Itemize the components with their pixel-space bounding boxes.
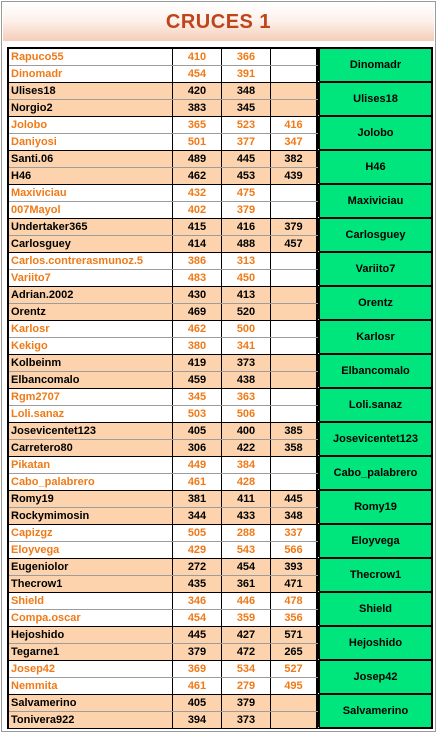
match-row	[7, 423, 433, 457]
match-row	[7, 151, 433, 185]
player-row	[9, 457, 319, 474]
player-row	[9, 661, 319, 678]
match-winner: Romy19	[318, 491, 433, 523]
score-round-2: 379	[222, 202, 271, 218]
match-winner: Jolobo	[318, 117, 433, 149]
player-name: Eugeniolor	[9, 559, 173, 575]
player-row	[9, 185, 319, 202]
match-winner: Carlosguey	[318, 219, 433, 251]
match-winner: Elbancomalo	[318, 355, 433, 387]
player-name: Adrian.2002	[9, 287, 173, 303]
score-round-2: 454	[222, 559, 271, 575]
match-row	[7, 83, 433, 117]
score-round-2: 377	[222, 134, 271, 150]
match-row	[7, 661, 433, 695]
player-row	[9, 508, 319, 524]
match-players	[7, 593, 319, 625]
match-winner: H46	[318, 151, 433, 183]
match-players	[7, 423, 319, 455]
match-winner: Dinomadr	[318, 49, 433, 81]
score-round-1: 501	[173, 134, 222, 150]
player-name: Loli.sanaz	[9, 406, 173, 422]
match-players	[7, 355, 319, 387]
match-winner: Orentz	[318, 287, 433, 319]
score-round-1: 369	[173, 661, 222, 677]
score-round-3	[271, 83, 318, 99]
page-title: CRUCES 1	[165, 11, 272, 33]
player-name: Shield	[9, 593, 173, 609]
match-row	[7, 593, 433, 627]
score-round-2: 422	[222, 440, 271, 456]
score-round-1: 430	[173, 287, 222, 303]
match-row	[7, 117, 433, 151]
match-winner: Shield	[318, 593, 433, 625]
score-round-1: 459	[173, 372, 222, 388]
match-winner: Maxiviciau	[318, 185, 433, 217]
score-round-3: 337	[271, 525, 318, 541]
score-round-2: 534	[222, 661, 271, 677]
player-row	[9, 712, 319, 728]
score-round-1: 429	[173, 542, 222, 558]
player-name: Norgio2	[9, 100, 173, 116]
match-players	[7, 627, 319, 659]
player-name: Dinomadr	[9, 66, 173, 82]
player-row	[9, 151, 319, 168]
score-round-2: 384	[222, 457, 271, 473]
score-round-2: 379	[222, 695, 271, 711]
player-name: Ulises18	[9, 83, 173, 99]
score-round-3: 566	[271, 542, 318, 558]
score-round-1: 419	[173, 355, 222, 371]
score-round-3	[271, 406, 318, 422]
match-row	[7, 457, 433, 491]
player-row	[9, 678, 319, 694]
score-round-1: 402	[173, 202, 222, 218]
player-name: Nemmita	[9, 678, 173, 694]
score-round-1: 454	[173, 66, 222, 82]
score-round-2: 543	[222, 542, 271, 558]
player-name: Daniyosi	[9, 134, 173, 150]
player-row	[9, 440, 319, 456]
player-row	[9, 491, 319, 508]
score-round-3: 571	[271, 627, 318, 643]
score-round-3: 416	[271, 117, 318, 133]
score-round-1: 462	[173, 168, 222, 184]
match-players	[7, 49, 319, 81]
score-round-1: 415	[173, 219, 222, 235]
score-round-2: 433	[222, 508, 271, 524]
score-round-1: 449	[173, 457, 222, 473]
score-round-3	[271, 712, 318, 728]
player-row	[9, 695, 319, 712]
score-round-3	[271, 389, 318, 405]
score-round-1: 381	[173, 491, 222, 507]
player-name: Tegarne1	[9, 644, 173, 660]
match-winner: Loli.sanaz	[318, 389, 433, 421]
score-round-3	[271, 287, 318, 303]
player-name: Josep42	[9, 661, 173, 677]
player-row	[9, 304, 319, 320]
score-round-1: 405	[173, 423, 222, 439]
match-players	[7, 695, 319, 727]
player-name: Romy19	[9, 491, 173, 507]
player-name: Tonivera922	[9, 712, 173, 728]
player-name: Kekigo	[9, 338, 173, 354]
player-name: Elbancomalo	[9, 372, 173, 388]
score-round-1: 379	[173, 644, 222, 660]
score-round-2: 446	[222, 593, 271, 609]
score-round-3: 358	[271, 440, 318, 456]
score-round-3: 478	[271, 593, 318, 609]
match-row	[7, 389, 433, 423]
score-round-3	[271, 253, 318, 269]
score-round-3	[271, 304, 318, 320]
score-round-3: 356	[271, 610, 318, 626]
player-row	[9, 474, 319, 490]
match-row	[7, 321, 433, 355]
match-winner: Cabo_palabrero	[318, 457, 433, 489]
player-row	[9, 117, 319, 134]
score-round-3	[271, 100, 318, 116]
match-players	[7, 253, 319, 285]
score-round-3: 382	[271, 151, 318, 167]
player-row	[9, 287, 319, 304]
score-round-2: 359	[222, 610, 271, 626]
score-round-1: 420	[173, 83, 222, 99]
player-name: Josevicentet123	[9, 423, 173, 439]
score-round-2: 348	[222, 83, 271, 99]
match-winner: Josep42	[318, 661, 433, 693]
score-round-3	[271, 66, 318, 82]
player-row	[9, 644, 319, 660]
score-round-1: 344	[173, 508, 222, 524]
player-name: Rgm2707	[9, 389, 173, 405]
match-row	[7, 695, 433, 729]
player-name: Jolobo	[9, 117, 173, 133]
player-row	[9, 49, 319, 66]
match-winner: Salvamerino	[318, 695, 433, 727]
score-round-1: 483	[173, 270, 222, 286]
score-round-1: 345	[173, 389, 222, 405]
score-round-3	[271, 695, 318, 711]
player-name: Carlosguey	[9, 236, 173, 252]
match-row	[7, 355, 433, 389]
player-row	[9, 100, 319, 116]
score-round-1: 365	[173, 117, 222, 133]
score-round-3: 348	[271, 508, 318, 524]
player-name: Undertaker365	[9, 219, 173, 235]
score-round-3	[271, 338, 318, 354]
score-round-2: 428	[222, 474, 271, 490]
score-round-3: 379	[271, 219, 318, 235]
score-round-2: 279	[222, 678, 271, 694]
score-round-2: 416	[222, 219, 271, 235]
match-winner: Eloyvega	[318, 525, 433, 557]
match-players	[7, 457, 319, 489]
score-round-2: 475	[222, 185, 271, 201]
score-round-2: 363	[222, 389, 271, 405]
player-name: 007Mayol	[9, 202, 173, 218]
player-row	[9, 355, 319, 372]
player-row	[9, 338, 319, 354]
score-round-3	[271, 49, 318, 65]
match-players	[7, 321, 319, 353]
score-round-2: 288	[222, 525, 271, 541]
player-name: Thecrow1	[9, 576, 173, 592]
match-players	[7, 287, 319, 319]
score-round-3: 385	[271, 423, 318, 439]
score-round-2: 366	[222, 49, 271, 65]
score-round-2: 413	[222, 287, 271, 303]
player-name: Orentz	[9, 304, 173, 320]
score-round-2: 400	[222, 423, 271, 439]
match-players	[7, 525, 319, 557]
score-round-1: 505	[173, 525, 222, 541]
score-round-3	[271, 185, 318, 201]
score-round-2: 445	[222, 151, 271, 167]
player-row	[9, 559, 319, 576]
score-round-2: 520	[222, 304, 271, 320]
score-round-3: 439	[271, 168, 318, 184]
match-winner: Variito7	[318, 253, 433, 285]
player-row	[9, 253, 319, 270]
score-round-2: 313	[222, 253, 271, 269]
player-name: Kolbeinm	[9, 355, 173, 371]
player-row	[9, 219, 319, 236]
score-round-3	[271, 355, 318, 371]
player-row	[9, 389, 319, 406]
score-round-1: 394	[173, 712, 222, 728]
player-row	[9, 372, 319, 388]
score-round-3: 457	[271, 236, 318, 252]
title-bar	[3, 3, 434, 41]
player-name: Santi.06	[9, 151, 173, 167]
score-round-2: 361	[222, 576, 271, 592]
player-row	[9, 270, 319, 286]
score-round-2: 427	[222, 627, 271, 643]
match-winner: Ulises18	[318, 83, 433, 115]
score-round-2: 488	[222, 236, 271, 252]
score-round-1: 346	[173, 593, 222, 609]
player-row	[9, 593, 319, 610]
score-round-1: 489	[173, 151, 222, 167]
score-round-3: 527	[271, 661, 318, 677]
match-winner: Hejoshido	[318, 627, 433, 659]
score-round-3	[271, 202, 318, 218]
match-row	[7, 253, 433, 287]
player-name: Variito7	[9, 270, 173, 286]
score-round-1: 306	[173, 440, 222, 456]
player-row	[9, 168, 319, 184]
score-round-2: 500	[222, 321, 271, 337]
player-name: Rapuco55	[9, 49, 173, 65]
score-round-3: 445	[271, 491, 318, 507]
score-round-1: 469	[173, 304, 222, 320]
player-row	[9, 83, 319, 100]
player-row	[9, 406, 319, 422]
score-round-3	[271, 474, 318, 490]
player-row	[9, 202, 319, 218]
score-round-2: 373	[222, 712, 271, 728]
match-row	[7, 185, 433, 219]
player-name: Cabo_palabrero	[9, 474, 173, 490]
score-round-2: 411	[222, 491, 271, 507]
player-name: Karlosr	[9, 321, 173, 337]
player-name: Hejoshido	[9, 627, 173, 643]
match-winner: Thecrow1	[318, 559, 433, 591]
player-row	[9, 134, 319, 150]
match-row	[7, 559, 433, 593]
match-winner: Josevicentet123	[318, 423, 433, 455]
score-round-1: 272	[173, 559, 222, 575]
player-row	[9, 236, 319, 252]
match-row	[7, 627, 433, 661]
match-winner: Karlosr	[318, 321, 433, 353]
score-round-3: 347	[271, 134, 318, 150]
player-row	[9, 627, 319, 644]
score-round-3: 495	[271, 678, 318, 694]
score-round-3	[271, 321, 318, 337]
score-round-1: 461	[173, 678, 222, 694]
score-round-1: 432	[173, 185, 222, 201]
player-row	[9, 66, 319, 82]
player-name: Rockymimosin	[9, 508, 173, 524]
score-round-1: 454	[173, 610, 222, 626]
player-name: Carlos.contrerasmunoz.5	[9, 253, 173, 269]
match-players	[7, 661, 319, 693]
score-round-1: 414	[173, 236, 222, 252]
match-players	[7, 185, 319, 217]
match-players	[7, 389, 319, 421]
player-row	[9, 525, 319, 542]
player-row	[9, 542, 319, 558]
score-round-3: 393	[271, 559, 318, 575]
match-players	[7, 83, 319, 115]
score-round-3	[271, 457, 318, 473]
player-row	[9, 576, 319, 592]
score-round-3	[271, 270, 318, 286]
player-row	[9, 610, 319, 626]
score-round-2: 523	[222, 117, 271, 133]
score-round-2: 345	[222, 100, 271, 116]
match-players	[7, 491, 319, 523]
matches-table	[7, 47, 433, 729]
match-row	[7, 525, 433, 559]
match-players	[7, 117, 319, 149]
match-row	[7, 47, 433, 83]
match-row	[7, 287, 433, 321]
player-name: Pikatan	[9, 457, 173, 473]
score-round-1: 386	[173, 253, 222, 269]
player-name: Eloyvega	[9, 542, 173, 558]
match-row	[7, 491, 433, 525]
player-name: Capizgz	[9, 525, 173, 541]
player-row	[9, 321, 319, 338]
score-round-2: 438	[222, 372, 271, 388]
player-name: Carretero80	[9, 440, 173, 456]
match-players	[7, 559, 319, 591]
score-round-1: 410	[173, 49, 222, 65]
match-players	[7, 219, 319, 251]
score-round-3: 471	[271, 576, 318, 592]
score-round-2: 506	[222, 406, 271, 422]
score-round-2: 373	[222, 355, 271, 371]
player-row	[9, 423, 319, 440]
score-round-3: 265	[271, 644, 318, 660]
score-round-1: 405	[173, 695, 222, 711]
player-name: Salvamerino	[9, 695, 173, 711]
score-round-1: 462	[173, 321, 222, 337]
score-round-2: 341	[222, 338, 271, 354]
bracket-sheet	[1, 1, 436, 732]
score-round-1: 383	[173, 100, 222, 116]
score-round-2: 472	[222, 644, 271, 660]
score-round-1: 435	[173, 576, 222, 592]
score-round-1: 503	[173, 406, 222, 422]
score-round-1: 380	[173, 338, 222, 354]
score-round-2: 450	[222, 270, 271, 286]
player-name: H46	[9, 168, 173, 184]
player-name: Maxiviciau	[9, 185, 173, 201]
player-name: Compa.oscar	[9, 610, 173, 626]
match-players	[7, 151, 319, 183]
match-row	[7, 219, 433, 253]
score-round-1: 461	[173, 474, 222, 490]
score-round-2: 453	[222, 168, 271, 184]
score-round-3	[271, 372, 318, 388]
score-round-2: 391	[222, 66, 271, 82]
score-round-1: 445	[173, 627, 222, 643]
